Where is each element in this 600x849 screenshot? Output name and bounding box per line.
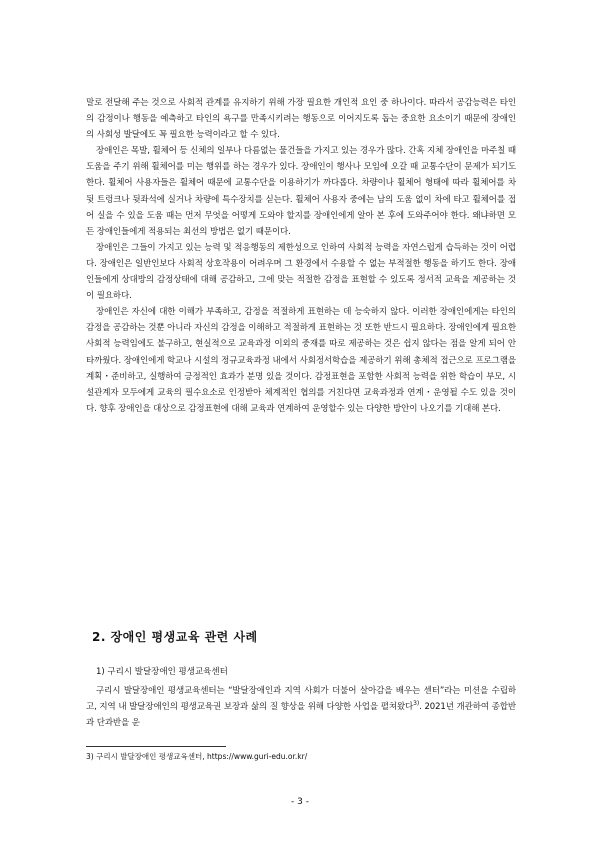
subsection-paragraph-tail: . 2021년 개관하여 종합반과 단과반을 운 [86, 702, 517, 729]
paragraph-4: 장애인은 자신에 대한 이해가 부족하고, 감정을 적절하게 표현하는 데 능숙하지 않다. 이러한 장애인에게는 타인의 감정을 공감하는 것뿐 아니라 자신의 감정을 이해하고 적절하게 표현하는 것 또한 반드시 필요하다. 장애인에게 필요한 사회적 능력임에도 불구하고, 현실적으로 교육과정 이외의 중재를 따로 제공하는 것은 쉽지 않다는 점을 알게 되어 안타까웠다. 장애인에게 학교나 시설의 정규교육과정 내에서 사회정서학습을 제공하기 위해 총체적 접근으로 프로그램을 계획・준비하고, 실행하여 긍정적인 효과가 분명 있을 것이다. 감정표현을 포함한 사회적 능력을 위한 학습이 부모, 시설관계자 모두에게 교육의 필수요소로 인정받아 체계적인 협의를 거친다면 교육과정과 연계・운영될 수도 있을 것이다. 향후 장애인을 대상으로 감정표현에 대해 교육과 연계하여 운영할수 있는 다양한 방안이 나오기를 기대해 본다. [86, 307, 516, 414]
body-text [86, 95, 516, 417]
subsection-paragraph [86, 683, 516, 731]
subsection-paragraph-main: 구리시 발달장애인 평생교육센터는 “발달장애인과 지역 사회가 더불어 살아감을 배우는 센터”라는 미션을 수립하고, 지역 내 발달장애인의 평생교육권 보장과 삶의 질 향상을 위해 다양한 사업을 펼쳐왔다 [86, 686, 516, 713]
page-number: - 3 - [291, 797, 309, 807]
subsection-heading: 1) 구리시 발달장애인 평생교육센터 [96, 667, 228, 677]
subsection-body [86, 683, 516, 731]
paragraph-2: 장애인은 목발, 휠체어 등 신체의 일부나 다름없는 물건들을 가지고 있는 경우가 많다. 간혹 지체 장애인을 마주칠 때 도움을 주기 위해 휠체어를 미는 행위를 하는 경우가 있다. 장애인이 행사나 모임에 오갈 때 교통수단이 문제가 되기도 한다. 휠체어 사용자들은 휠체어 때문에 교통수단을 이용하기가 까다롭다. 차량이나 휠체어 형태에 따라 휠체어를 차 뒷 트렁크나 뒷좌석에 실거나 차량에 특수장치를 싣는다. 휠체어 사용자 중에는 남의 도움 없이 차에 타고 휠체어를 접어 실을 수 있을 도움 때는 먼저 무엇을 어떻게 도와야 할지를 장애인에게 알아 본 후에 도와주어야 한다. 왜냐하면 모든 장애인들에게 적용되는 최선의 방법은 없기 때문이다. [86, 146, 516, 237]
footnote-divider [86, 746, 226, 747]
paragraph-3: 장애인은 그들이 가지고 있는 능력 및 적응행동의 제한성으로 인하여 사회적 능력을 자연스럽게 습득하는 것이 어렵다. 장애인은 일반인보다 사회적 상호작용이 어려우며 그 환경에서 수용할 수 없는 부적절한 행동을 하기도 한다. 장애인들에게 상대방의 감정상태에 대해 공감하고, 그에 맞는 적절한 감정을 표현할 수 있도록 정서적 교육을 제공하는 것이 필요하다. [86, 242, 516, 302]
section-heading: 2. 장애인 평생교육 관련 사례 [92, 630, 258, 644]
footnote: 3) 구리시 발달장애인 평생교육센터, https://www.guri-edu.or.kr/ [86, 752, 308, 761]
paragraph-1: 말로 전달해 주는 것으로 사회적 관계를 유지하기 위해 가장 필요한 개인적 요인 중 하나이다. 따라서 공감능력은 타인의 감정이나 행동을 예측하고 타인의 욕구를 만족시키려는 행동으로 이어지도록 돕는 중요한 요소이기 때문에 장애인의 사회성 발달에도 꼭 필요한 능력이라고 할 수 있다. [86, 98, 516, 141]
footnote-reference[interactable]: 3) [413, 700, 420, 708]
